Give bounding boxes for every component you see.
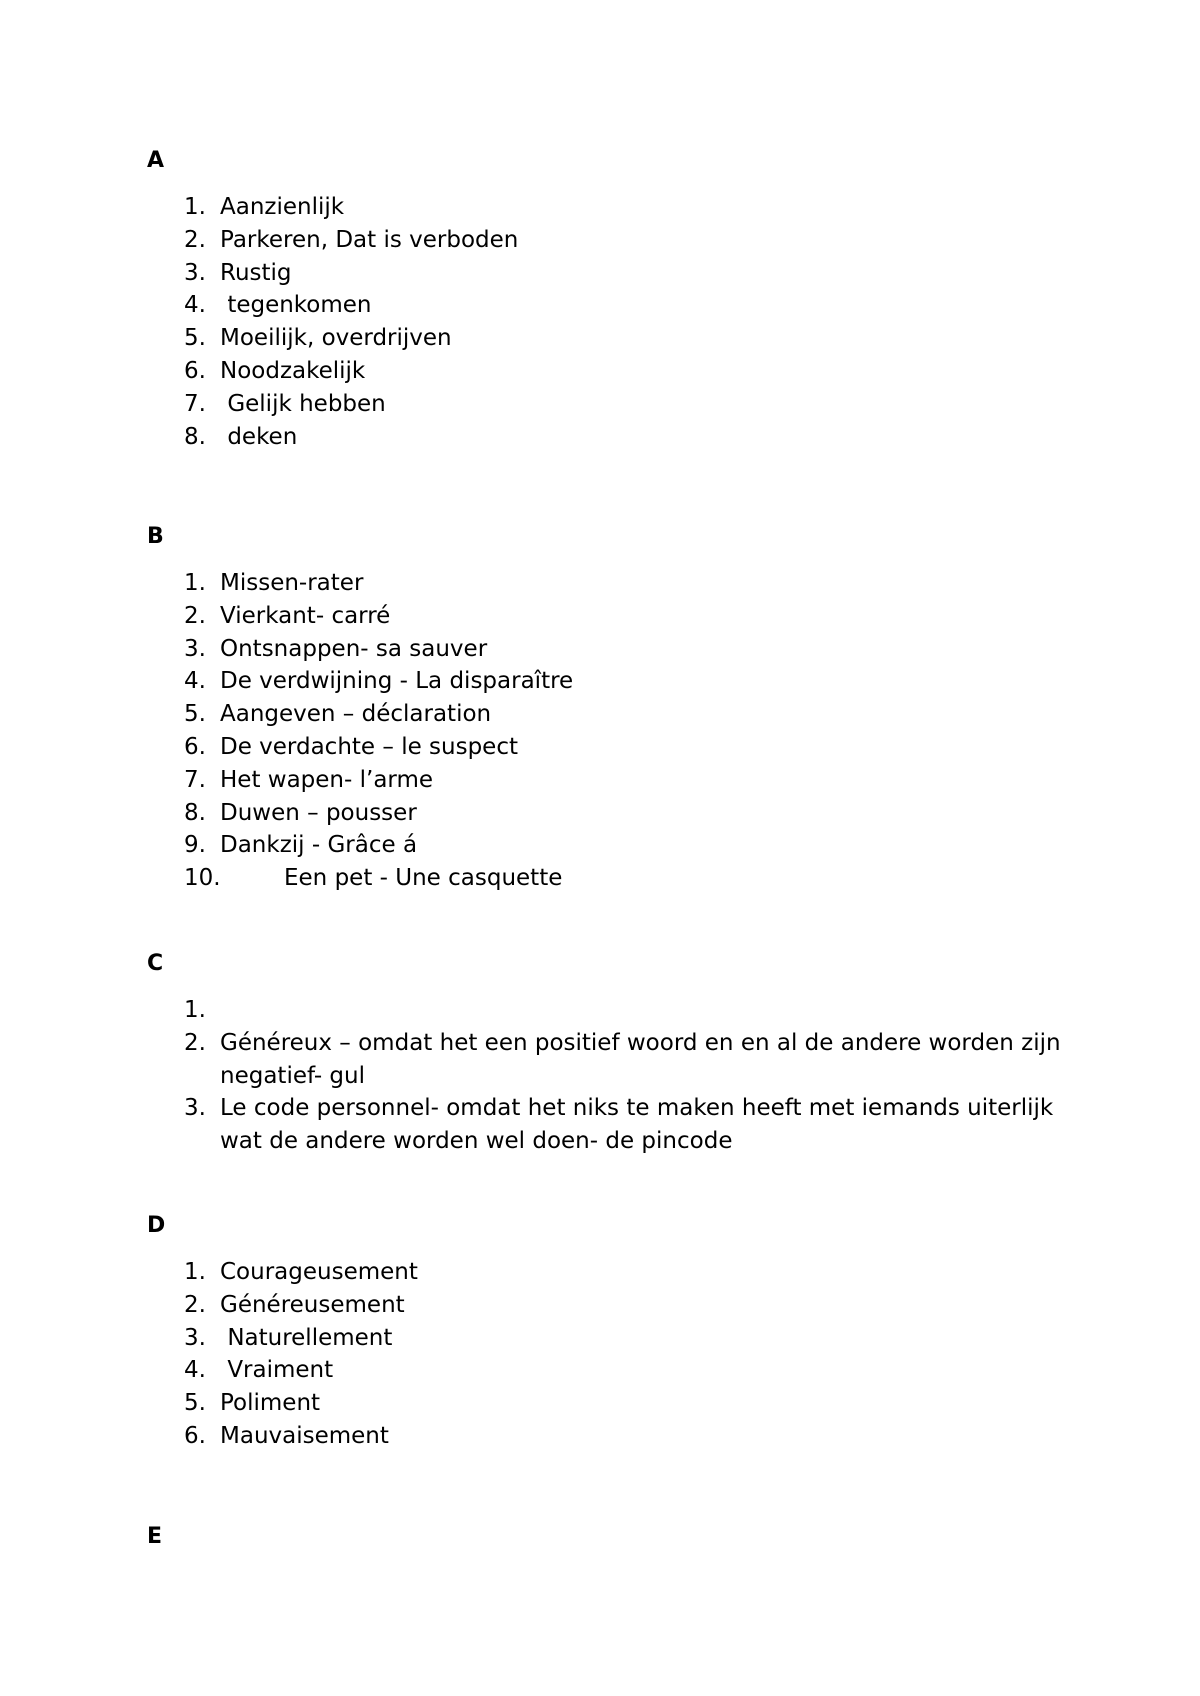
list-item [184,1256,1084,1289]
list-item-number: 5. [184,701,206,728]
list-item-text: Généreux – omdat het een positief woord en en al de andere worden zijn negatief- gul [220,1029,1068,1089]
list-item-number: 4. [184,292,206,319]
list-item-text: De verdachte – le suspect [220,733,519,760]
list-item [184,665,1084,698]
list-item-number: 10. [184,865,221,892]
list-item [184,1420,1084,1453]
list-item-number: 6. [184,733,206,760]
list-item-number: 2. [184,1029,206,1056]
list-item [184,1322,1084,1355]
section-heading-b: B [147,524,164,549]
list-item-text: Noodzakelijk [220,357,366,384]
list-item-text: Généreusement [220,1291,405,1318]
list-item-number: 1. [184,997,206,1023]
section-heading-c: C [147,951,164,976]
list-item-text: Het wapen- l’arme [220,766,434,793]
list-item [184,191,1084,224]
list-item-number: 3. [184,635,206,662]
list-item-number: 3. [184,1095,206,1122]
list-item-text [220,994,1084,1027]
list-item [184,1289,1084,1322]
list-item-text: Naturellement [220,1324,393,1351]
list-item-text: Le code personnel- omdat het niks te maken heeft met iemands uiterlijk wat de andere worden wel doen- de pincode [220,1095,1061,1155]
list-item [184,1354,1084,1387]
list-item [184,600,1084,633]
list-item-text: Poliment [220,1390,321,1417]
list-item-text: Ontsnappen- sa sauver [220,635,488,662]
list-item-number: 6. [184,1422,206,1449]
list-item [184,1092,1084,1158]
list-item-number: 6. [184,357,206,384]
list-item-text: Rustig [220,259,292,286]
list-item-text: Aanzienlijk [220,194,345,220]
list-item-number: 1. [184,1259,206,1285]
list-item [184,567,1084,600]
list-item-number: 2. [184,1291,206,1318]
list-item [184,257,1084,290]
section-heading-e: E [147,1524,163,1549]
list-item [184,698,1084,731]
list-item-number: 8. [184,423,206,450]
list-item [184,1027,1084,1093]
list-item-number: 4. [184,1357,206,1384]
list-item-number: 5. [184,325,206,352]
list-item-text: Courageusement [220,1259,418,1285]
list-item-text: Dankzij - Grâce á [220,832,418,859]
list-item [184,289,1084,322]
list-item [184,355,1084,388]
list-item-text: Vierkant- carré [220,602,391,629]
list-item [184,1387,1084,1420]
list-item [184,862,1084,895]
list-item-number: 5. [184,1390,206,1417]
list-item [184,994,1084,1027]
list-item-number: 4. [184,668,206,695]
list-item-text: tegenkomen [220,292,372,319]
list-item [184,224,1084,257]
list-item [184,322,1084,355]
list-item-text: Duwen – pousser [220,799,417,826]
list-item-number: 2. [184,226,206,253]
list-item-text: Mauvaisement [220,1422,389,1449]
list-item [184,829,1084,862]
section-list-d [184,1256,1084,1453]
list-item-text: Moeilijk, overdrijven [220,325,452,352]
list-item-number: 9. [184,832,206,859]
section-heading-d: D [147,1213,166,1238]
list-item-number: 1. [184,194,206,220]
section-list-c [184,994,1084,1158]
list-item-number: 1. [184,570,206,596]
list-item-number: 8. [184,799,206,826]
list-item-number: 7. [184,390,206,417]
list-item [184,633,1084,666]
list-item-text: Een pet - Une casquette [284,865,563,892]
list-item [184,764,1084,797]
list-item [184,731,1084,764]
list-item-text: Gelijk hebben [220,390,386,417]
list-item [184,421,1084,454]
list-item-number: 3. [184,1324,206,1351]
list-item-text: Aangeven – déclaration [220,701,492,728]
list-item [184,797,1084,830]
section-heading-a: A [147,148,165,173]
list-item-number: 3. [184,259,206,286]
list-item-number: 2. [184,602,206,629]
section-list-b [184,567,1084,895]
list-item-text: De verdwijning - La disparaître [220,668,574,695]
list-item-number: 7. [184,766,206,793]
list-item-text: deken [220,423,298,450]
list-item-text: Vraiment [220,1357,334,1384]
section-list-a [184,191,1084,453]
list-item-text: Parkeren, Dat is verboden [220,226,519,253]
list-item [184,388,1084,421]
list-item-text: Missen-rater [220,570,364,596]
